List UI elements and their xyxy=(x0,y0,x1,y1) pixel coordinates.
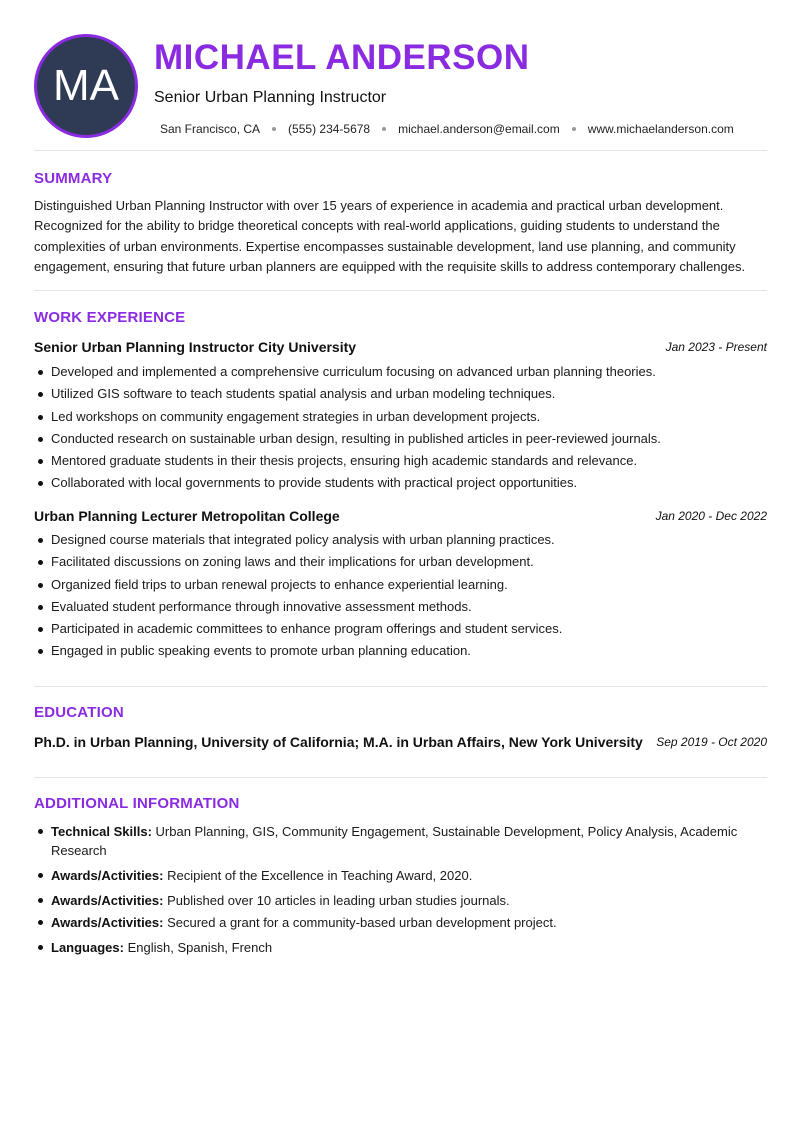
section-divider xyxy=(34,290,767,291)
section-divider xyxy=(34,150,767,151)
summary-heading: SUMMARY xyxy=(34,170,113,187)
list-item: Led workshops on community engagement strategies in urban development projects. xyxy=(34,406,767,428)
item-label: Awards/Activities: xyxy=(51,868,164,883)
candidate-title: Senior Urban Planning Instructor xyxy=(154,89,387,106)
job-header xyxy=(34,338,767,356)
list-item xyxy=(34,913,767,932)
item-text: English, Spanish, French xyxy=(123,940,273,955)
list-item: Conducted research on sustainable urban design, resulting in published articles in peer-reviewed journals. xyxy=(34,428,767,450)
contact-email[interactable]: michael.anderson@email.com xyxy=(398,122,560,136)
list-item xyxy=(34,866,767,885)
contact-location: San Francisco, CA xyxy=(160,122,261,136)
list-item: Evaluated student performance through innovative assessment methods. xyxy=(34,596,767,618)
contact-separator-dot xyxy=(272,127,276,131)
education-heading: EDUCATION xyxy=(34,704,124,721)
contact-phone: (555) 234-5678 xyxy=(288,122,371,136)
item-text: Urban Planning, GIS, Community Engagement, Sustainable Development, Policy Analysis, Academic Research xyxy=(51,824,738,858)
job-dates: Jan 2020 - Dec 2022 xyxy=(655,509,767,523)
section-divider xyxy=(34,777,767,778)
item-label: Languages: xyxy=(51,940,124,955)
additional-list xyxy=(34,822,767,963)
item-label: Awards/Activities: xyxy=(51,893,164,908)
section-divider xyxy=(34,686,767,687)
job-title: Senior Urban Planning Instructor City University xyxy=(34,339,357,355)
education-entry xyxy=(34,733,767,751)
additional-heading: ADDITIONAL INFORMATION xyxy=(34,795,240,812)
contact-separator-dot xyxy=(382,127,386,131)
item-label: Awards/Activities: xyxy=(51,915,164,930)
avatar-initials: MA xyxy=(53,61,119,110)
list-item xyxy=(34,822,767,860)
summary-text: Distinguished Urban Planning Instructor with over 15 years of experience in academia and practical urban development. Recognized for the ability to bridge theoretical concepts with real-world applications, guiding students to understand the complexities of urban environments. Expertise encompasses sustainable development, land use planning, and community engagement, ensuring that future urban planners are equipped with the requisite skills to address contemporary challenges. xyxy=(34,198,746,275)
item-text: Recipient of the Excellence in Teaching Award, 2020. xyxy=(163,868,473,883)
job-bullets xyxy=(34,361,767,495)
job-bullets xyxy=(34,529,767,663)
list-item: Mentored graduate students in their thesis projects, ensuring high academic standards and relevance. xyxy=(34,450,767,472)
contact-line xyxy=(160,121,734,137)
job-title: Urban Planning Lecturer Metropolitan College xyxy=(34,508,340,524)
education-degree: Ph.D. in Urban Planning, University of California; M.A. in Urban Affairs, New York University xyxy=(34,734,643,750)
list-item: Organized field trips to urban renewal projects to enhance experiential learning. xyxy=(34,574,767,596)
list-item: Collaborated with local governments to provide students with practical project opportunities. xyxy=(34,472,767,494)
list-item: Engaged in public speaking events to promote urban planning education. xyxy=(34,640,767,662)
education-dates: Sep 2019 - Oct 2020 xyxy=(656,735,767,749)
contact-website[interactable]: www.michaelanderson.com xyxy=(587,122,734,136)
candidate-name: MICHAEL ANDERSON xyxy=(154,38,530,77)
list-item: Facilitated discussions on zoning laws and their implications for urban development. xyxy=(34,551,767,573)
job-dates: Jan 2023 - Present xyxy=(665,340,767,354)
resume-header xyxy=(0,0,800,150)
item-text: Published over 10 articles in leading urban studies journals. xyxy=(163,893,510,908)
list-item: Developed and implemented a comprehensive curriculum focusing on advanced urban planning theories. xyxy=(34,361,767,383)
contact-separator-dot xyxy=(572,127,576,131)
item-text: Secured a grant for a community-based urban development project. xyxy=(163,915,557,930)
item-label: Technical Skills: xyxy=(51,824,152,839)
list-item: Designed course materials that integrated policy analysis with urban planning practices. xyxy=(34,529,767,551)
job-header xyxy=(34,507,767,525)
avatar xyxy=(34,34,138,138)
list-item xyxy=(34,938,767,957)
list-item: Utilized GIS software to teach students spatial analysis and urban modeling techniques. xyxy=(34,383,767,405)
experience-heading: WORK EXPERIENCE xyxy=(34,309,186,326)
list-item: Participated in academic committees to enhance program offerings and student services. xyxy=(34,618,767,640)
list-item xyxy=(34,891,767,910)
